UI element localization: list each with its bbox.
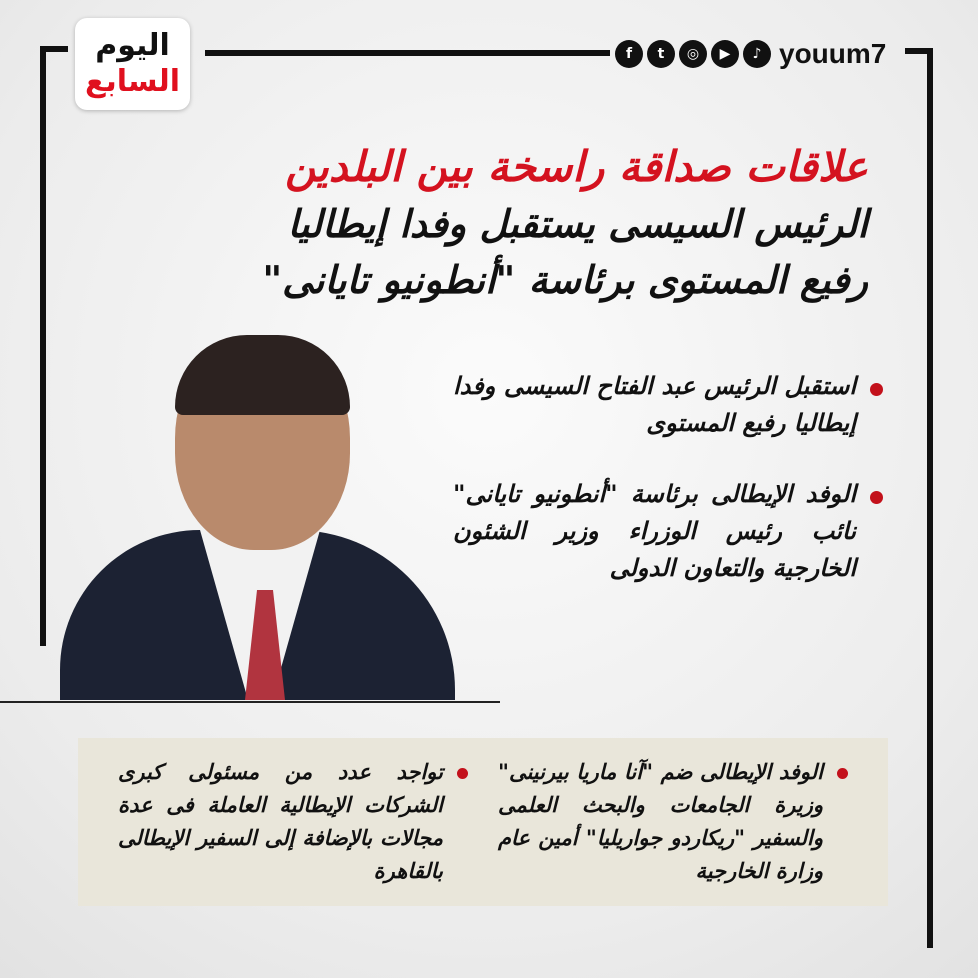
panel-bullet (498, 756, 848, 906)
panel-bullet-text: الوفد الإيطالى ضم "آنا ماريا بيرنينى" وزيرة الجامعات والبحث العلمى والسفير "ريكاردو جواريليا" أمين عام وزارة الخارجية (498, 760, 823, 883)
headline-title: علاقات صداقة راسخة بين البلدين (285, 142, 868, 191)
instagram-icon[interactable]: ◎ (679, 40, 707, 68)
president-photo (60, 330, 455, 700)
bullet-item (453, 368, 883, 442)
frame-line-top-left (40, 46, 68, 52)
bullet-text: الوفد الإيطالى برئاسة "أنطونيو تايانى" نائب رئيس الوزراء وزير الشئون الخارجية والتعاون الدولى (453, 480, 856, 582)
details-panel (78, 738, 888, 906)
social-links (615, 38, 886, 70)
bullet-dot-icon (870, 383, 883, 396)
headline (262, 138, 868, 308)
youm7-logo (75, 18, 190, 110)
bullet-item (453, 476, 883, 587)
bullet-dot-icon (837, 768, 848, 779)
frame-line-top (205, 50, 610, 56)
facebook-icon[interactable]: f (615, 40, 643, 68)
logo-line-2: السابع (84, 64, 181, 99)
hair-shape (175, 335, 350, 415)
brand-handle: youum7 (779, 38, 887, 69)
logo-line-1: اليوم (95, 28, 170, 63)
frame-line-right (927, 48, 933, 948)
twitter-icon[interactable]: t (647, 40, 675, 68)
bullet-text: استقبل الرئيس عبد الفتاح السيسى وفدا إيطاليا رفيع المستوى (453, 372, 856, 437)
main-bullets (453, 368, 883, 621)
panel-bullet-text: تواجد عدد من مسئولى كبرى الشركات الإيطالية العاملة فى عدة مجالات بالإضافة إلى السفير الإيطالى بالقاهرة (118, 760, 443, 883)
tiktok-icon[interactable]: ♪ (743, 40, 771, 68)
headline-line-2: الرئيس السيسى يستقبل وفدا إيطاليا (287, 202, 868, 246)
youtube-icon[interactable]: ▶ (711, 40, 739, 68)
photo-divider (0, 701, 500, 703)
frame-line-left (40, 46, 46, 646)
panel-bullet (118, 756, 468, 906)
headline-line-3: رفيع المستوى برئاسة "أنطونيو تايانى" (262, 258, 868, 302)
bullet-dot-icon (457, 768, 468, 779)
bullet-dot-icon (870, 491, 883, 504)
